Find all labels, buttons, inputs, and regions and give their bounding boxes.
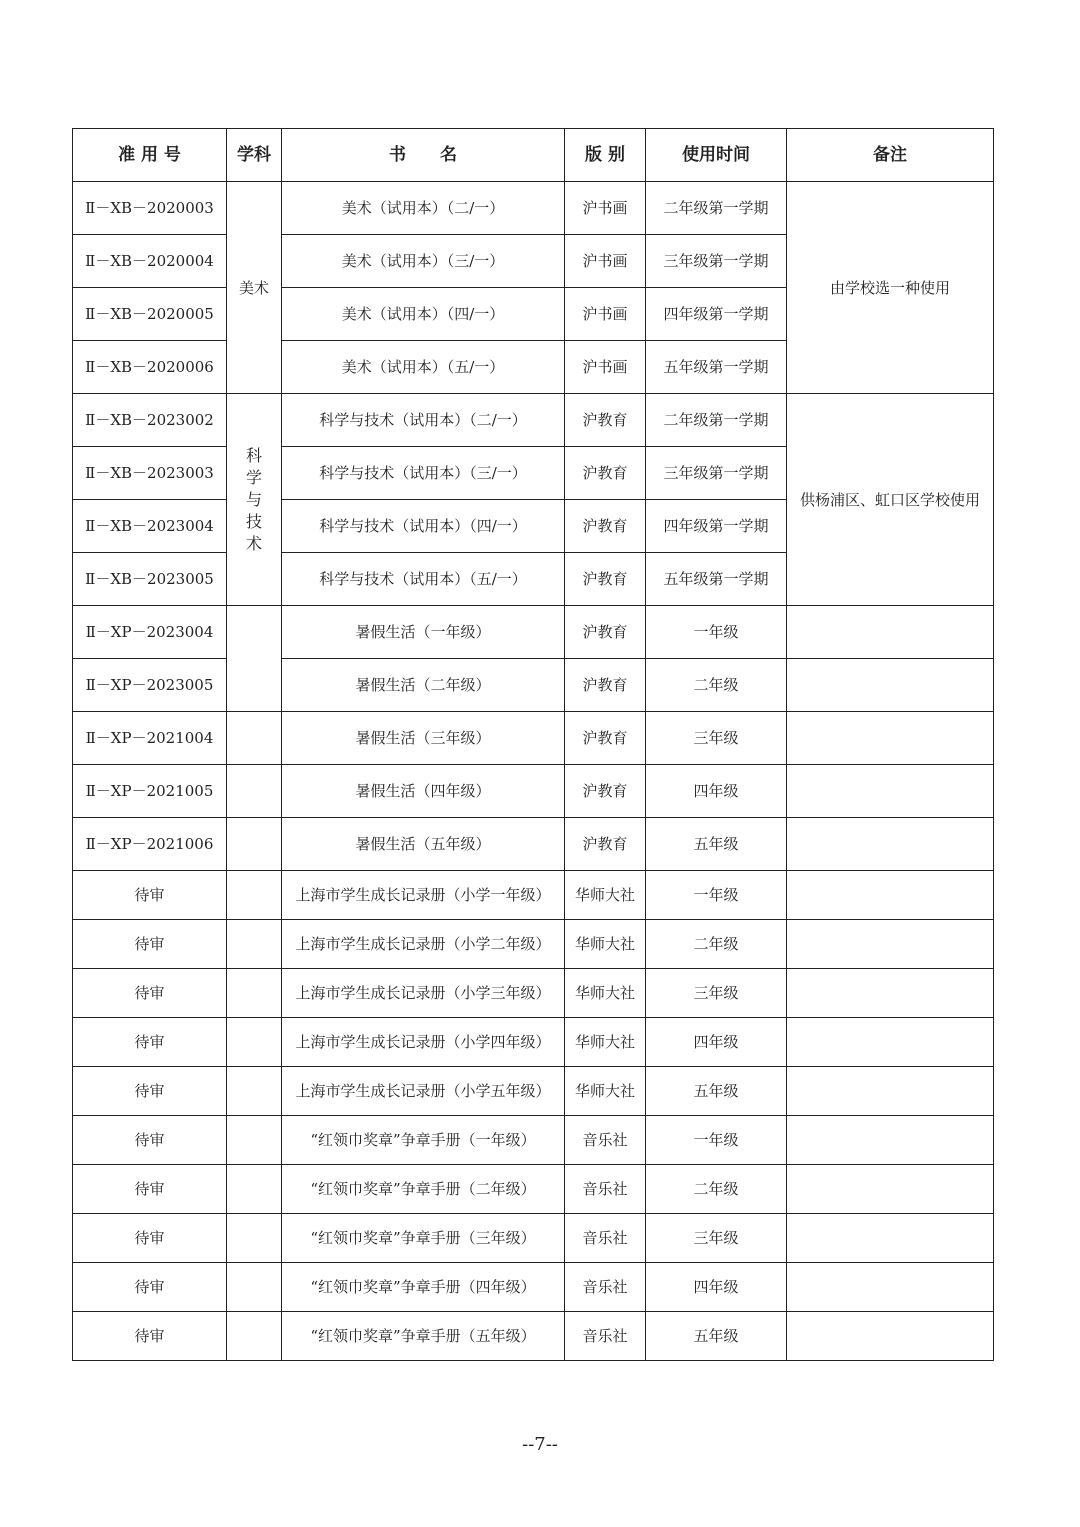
publisher-cell: 音乐社 xyxy=(565,1312,646,1361)
code-cell: Ⅱ－XB－2020004 xyxy=(73,235,227,288)
remark-cell xyxy=(787,659,994,712)
subject-cell-empty xyxy=(227,1067,282,1116)
subject-cell-empty xyxy=(227,1263,282,1312)
code-cell: Ⅱ－XB－2023004 xyxy=(73,500,227,553)
publisher-cell: 华师大社 xyxy=(565,969,646,1018)
publisher-cell: 音乐社 xyxy=(565,1263,646,1312)
title-cell: “红领巾奖章”争章手册（三年级） xyxy=(282,1214,565,1263)
usage-cell: 三年级第一学期 xyxy=(646,447,787,500)
page-number: --7-- xyxy=(522,1434,558,1455)
code-cell: Ⅱ－XP－2021004 xyxy=(73,712,227,765)
usage-cell: 一年级 xyxy=(646,871,787,920)
table-row xyxy=(73,818,994,871)
code-cell: 待审 xyxy=(73,1018,227,1067)
usage-cell: 五年级 xyxy=(646,818,787,871)
table-row xyxy=(73,1312,994,1361)
header-publisher: 版 别 xyxy=(565,129,646,182)
subject-cell-art: 美术 xyxy=(227,182,282,394)
code-cell: Ⅱ－XP－2021005 xyxy=(73,765,227,818)
remark-cell xyxy=(787,606,994,659)
title-cell: 暑假生活（四年级） xyxy=(282,765,565,818)
header-subject: 学科 xyxy=(227,129,282,182)
title-cell: 暑假生活（三年级） xyxy=(282,712,565,765)
table-row xyxy=(73,969,994,1018)
subject-cell-empty xyxy=(227,765,282,818)
title-cell: 暑假生活（二年级） xyxy=(282,659,565,712)
table-row xyxy=(73,1214,994,1263)
code-cell: 待审 xyxy=(73,871,227,920)
subject-cell-science xyxy=(227,394,282,606)
subject-cell-empty xyxy=(227,606,282,712)
table-row xyxy=(73,1263,994,1312)
title-cell: 上海市学生成长记录册（小学四年级） xyxy=(282,1018,565,1067)
subject-cell-empty xyxy=(227,1018,282,1067)
header-usage: 使用时间 xyxy=(646,129,787,182)
title-cell: 上海市学生成长记录册（小学一年级） xyxy=(282,871,565,920)
code-cell: Ⅱ－XB－2023003 xyxy=(73,447,227,500)
publisher-cell: 沪书画 xyxy=(565,182,646,235)
remark-cell xyxy=(787,1116,994,1165)
title-cell: 美术（试用本）（三/一） xyxy=(282,235,565,288)
title-cell: “红领巾奖章”争章手册（一年级） xyxy=(282,1116,565,1165)
subject-cell-empty xyxy=(227,1214,282,1263)
usage-cell: 二年级第一学期 xyxy=(646,394,787,447)
code-cell: Ⅱ－XB－2023005 xyxy=(73,553,227,606)
usage-cell: 四年级 xyxy=(646,765,787,818)
table-row xyxy=(73,871,994,920)
usage-cell: 四年级 xyxy=(646,1263,787,1312)
subject-cell-empty xyxy=(227,712,282,765)
usage-cell: 二年级第一学期 xyxy=(646,182,787,235)
usage-cell: 三年级 xyxy=(646,712,787,765)
publisher-cell: 音乐社 xyxy=(565,1116,646,1165)
publisher-cell: 沪教育 xyxy=(565,447,646,500)
remark-cell xyxy=(787,1214,994,1263)
publisher-cell: 华师大社 xyxy=(565,871,646,920)
subject-cell-empty xyxy=(227,920,282,969)
code-cell: Ⅱ－XP－2023004 xyxy=(73,606,227,659)
subject-cell-empty xyxy=(227,1312,282,1361)
title-cell: 科学与技术（试用本）（四/一） xyxy=(282,500,565,553)
usage-cell: 二年级 xyxy=(646,920,787,969)
usage-cell: 五年级第一学期 xyxy=(646,553,787,606)
code-cell: Ⅱ－XB－2020006 xyxy=(73,341,227,394)
remark-cell xyxy=(787,1165,994,1214)
title-cell: 美术（试用本）（二/一） xyxy=(282,182,565,235)
code-cell: Ⅱ－XP－2021006 xyxy=(73,818,227,871)
publisher-cell: 音乐社 xyxy=(565,1214,646,1263)
usage-cell: 四年级 xyxy=(646,1018,787,1067)
remark-cell xyxy=(787,818,994,871)
remark-cell xyxy=(787,1312,994,1361)
publisher-cell: 沪教育 xyxy=(565,765,646,818)
remark-cell xyxy=(787,1018,994,1067)
publisher-cell: 沪书画 xyxy=(565,288,646,341)
title-cell: 上海市学生成长记录册（小学五年级） xyxy=(282,1067,565,1116)
publisher-cell: 音乐社 xyxy=(565,1165,646,1214)
code-cell: Ⅱ－XB－2023002 xyxy=(73,394,227,447)
remark-cell-art: 由学校选一种使用 xyxy=(787,182,994,394)
table-row xyxy=(73,765,994,818)
remark-cell xyxy=(787,1263,994,1312)
usage-cell: 四年级第一学期 xyxy=(646,288,787,341)
code-cell: Ⅱ－XB－2020003 xyxy=(73,182,227,235)
remark-cell xyxy=(787,1067,994,1116)
header-remark: 备注 xyxy=(787,129,994,182)
code-cell: 待审 xyxy=(73,1116,227,1165)
usage-cell: 四年级第一学期 xyxy=(646,500,787,553)
code-cell: 待审 xyxy=(73,1263,227,1312)
header-title: 书 名 xyxy=(282,129,565,182)
usage-cell: 二年级 xyxy=(646,659,787,712)
publisher-cell: 沪教育 xyxy=(565,818,646,871)
table-row xyxy=(73,712,994,765)
title-cell: 科学与技术（试用本）（三/一） xyxy=(282,447,565,500)
publisher-cell: 沪书画 xyxy=(565,235,646,288)
code-cell: 待审 xyxy=(73,1214,227,1263)
code-cell: 待审 xyxy=(73,1165,227,1214)
publisher-cell: 沪教育 xyxy=(565,394,646,447)
usage-cell: 五年级 xyxy=(646,1312,787,1361)
table-row xyxy=(73,659,994,712)
title-cell: 美术（试用本）（五/一） xyxy=(282,341,565,394)
table-row xyxy=(73,920,994,969)
usage-cell: 三年级第一学期 xyxy=(646,235,787,288)
publisher-cell: 华师大社 xyxy=(565,1018,646,1067)
publisher-cell: 沪教育 xyxy=(565,553,646,606)
table-row xyxy=(73,606,994,659)
usage-cell: 三年级 xyxy=(646,969,787,1018)
subject-cell-empty xyxy=(227,969,282,1018)
subject-cell-empty xyxy=(227,1165,282,1214)
usage-cell: 一年级 xyxy=(646,1116,787,1165)
title-cell: “红领巾奖章”争章手册（二年级） xyxy=(282,1165,565,1214)
remark-cell xyxy=(787,712,994,765)
header-row xyxy=(73,129,994,182)
remark-cell xyxy=(787,969,994,1018)
textbook-table xyxy=(72,128,994,1361)
publisher-cell: 华师大社 xyxy=(565,1067,646,1116)
code-cell: 待审 xyxy=(73,1067,227,1116)
remark-cell xyxy=(787,920,994,969)
table-row xyxy=(73,394,994,447)
table-row xyxy=(73,1018,994,1067)
usage-cell: 二年级 xyxy=(646,1165,787,1214)
code-cell: 待审 xyxy=(73,1312,227,1361)
publisher-cell: 华师大社 xyxy=(565,920,646,969)
title-cell: 暑假生活（五年级） xyxy=(282,818,565,871)
publisher-cell: 沪教育 xyxy=(565,606,646,659)
title-cell: 暑假生活（一年级） xyxy=(282,606,565,659)
usage-cell: 五年级第一学期 xyxy=(646,341,787,394)
subject-cell-empty xyxy=(227,818,282,871)
table-row xyxy=(73,1067,994,1116)
title-cell: “红领巾奖章”争章手册（四年级） xyxy=(282,1263,565,1312)
title-cell: 上海市学生成长记录册（小学二年级） xyxy=(282,920,565,969)
publisher-cell: 沪教育 xyxy=(565,500,646,553)
table-row xyxy=(73,1116,994,1165)
header-code: 准 用 号 xyxy=(73,129,227,182)
publisher-cell: 沪教育 xyxy=(565,712,646,765)
remark-cell xyxy=(787,871,994,920)
title-cell: 科学与技术（试用本）（五/一） xyxy=(282,553,565,606)
code-cell: 待审 xyxy=(73,969,227,1018)
subject-vertical-text: 科学与技术 xyxy=(246,445,263,553)
code-cell: Ⅱ－XB－2020005 xyxy=(73,288,227,341)
table-row xyxy=(73,1165,994,1214)
title-cell: “红领巾奖章”争章手册（五年级） xyxy=(282,1312,565,1361)
remark-cell xyxy=(787,765,994,818)
usage-cell: 三年级 xyxy=(646,1214,787,1263)
publisher-cell: 沪教育 xyxy=(565,659,646,712)
publisher-cell: 沪书画 xyxy=(565,341,646,394)
remark-cell-science: 供杨浦区、虹口区学校使用 xyxy=(787,394,994,606)
code-cell: 待审 xyxy=(73,920,227,969)
title-cell: 科学与技术（试用本）（二/一） xyxy=(282,394,565,447)
subject-cell-empty xyxy=(227,1116,282,1165)
table-row xyxy=(73,182,994,235)
title-cell: 美术（试用本）（四/一） xyxy=(282,288,565,341)
usage-cell: 一年级 xyxy=(646,606,787,659)
code-cell: Ⅱ－XP－2023005 xyxy=(73,659,227,712)
title-cell: 上海市学生成长记录册（小学三年级） xyxy=(282,969,565,1018)
subject-cell-empty xyxy=(227,871,282,920)
usage-cell: 五年级 xyxy=(646,1067,787,1116)
